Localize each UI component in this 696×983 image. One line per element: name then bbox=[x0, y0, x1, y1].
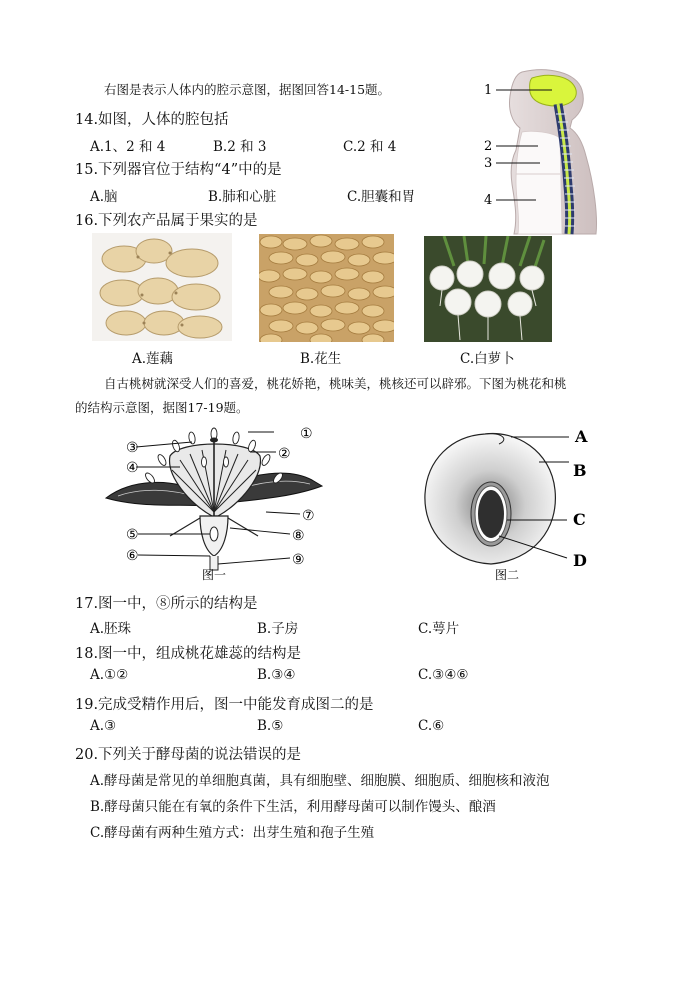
question-19-option-c: C.⑥ bbox=[418, 718, 445, 734]
peanut-image bbox=[259, 234, 394, 342]
peach-flower-figure bbox=[100, 420, 330, 584]
question-16-option-a: A.莲藕 bbox=[132, 351, 174, 367]
question-16-option-c: C.白萝卜 bbox=[460, 351, 515, 367]
question-18-option-b: B.③④ bbox=[257, 667, 296, 683]
flower-figure-caption: 图一 bbox=[202, 568, 227, 582]
flower-label-7: ⑦ bbox=[302, 508, 315, 524]
flower-label-4: ④ bbox=[126, 460, 139, 476]
flower-label-8: ⑧ bbox=[292, 528, 305, 544]
body-cavity-figure bbox=[452, 66, 612, 238]
white-radish-image bbox=[424, 236, 552, 342]
flower-label-1: ① bbox=[300, 426, 313, 442]
question-14-option-c: C.2 和 4 bbox=[343, 139, 397, 155]
fruit-figure-caption: 图二 bbox=[495, 568, 520, 582]
fruit-label-d: D bbox=[573, 551, 587, 570]
question-14-stem: 14.如图，人体的腔包括 bbox=[75, 112, 229, 128]
question-18-stem: 18.图一中，组成桃花雄蕊的结构是 bbox=[75, 646, 302, 662]
flower-label-6: ⑥ bbox=[126, 548, 139, 564]
flower-label-3: ③ bbox=[126, 440, 139, 456]
body-label-1: 1 bbox=[484, 83, 493, 98]
question-19-option-a: A.③ bbox=[90, 718, 117, 734]
flower-label-2: ② bbox=[278, 446, 291, 462]
question-19-stem: 19.完成受精作用后，图一中能发育成图二的是 bbox=[75, 697, 374, 713]
question-14-option-a: A.1、2 和 4 bbox=[90, 139, 166, 155]
question-20-option-b: B.酵母菌只能在有氧的条件下生活，利用酵母菌可以制作馒头、酿酒 bbox=[90, 799, 496, 815]
question-17-stem: 17.图一中，⑧所示的结构是 bbox=[75, 596, 258, 612]
peach-fruit-figure bbox=[415, 420, 595, 584]
question-19-option-b: B.⑤ bbox=[257, 718, 284, 734]
question-20-option-c: C.酵母菌有两种生殖方式：出芽生殖和孢子生殖 bbox=[90, 825, 375, 841]
fruit-label-b: B bbox=[573, 461, 587, 480]
question-16-option-b: B.花生 bbox=[300, 351, 342, 367]
flower-label-5: ⑤ bbox=[126, 527, 139, 543]
question-15-option-b: B.肺和心脏 bbox=[208, 189, 277, 205]
question-15-option-a: A.脑 bbox=[90, 189, 118, 205]
question-15-option-c: C.胆囊和胃 bbox=[347, 189, 416, 205]
intro-text-14-15: 右图是表示人体内的腔示意图，据图回答14-15题。 bbox=[104, 82, 391, 97]
question-14-option-b: B.2 和 3 bbox=[213, 139, 267, 155]
question-15-stem: 15.下列器官位于结构“4”中的是 bbox=[75, 162, 282, 178]
body-label-4: 4 bbox=[484, 193, 493, 208]
question-20-stem: 20.下列关于酵母菌的说法错误的是 bbox=[75, 747, 302, 763]
fruit-label-c: C bbox=[573, 510, 586, 529]
question-17-option-a: A.胚珠 bbox=[90, 621, 132, 637]
question-18-option-a: A.①② bbox=[90, 667, 129, 683]
lotus-root-image bbox=[92, 233, 232, 341]
question-17-option-c: C.萼片 bbox=[418, 621, 460, 637]
question-16-stem: 16.下列农产品属于果实的是 bbox=[75, 213, 258, 229]
fruit-label-a: A bbox=[575, 427, 588, 446]
intro-text-17-19-line2: 的结构示意图，据图17-19题。 bbox=[75, 400, 249, 415]
question-18-option-c: C.③④⑥ bbox=[418, 667, 469, 683]
question-17-option-b: B.子房 bbox=[257, 621, 299, 637]
question-20-option-a: A.酵母菌是常见的单细胞真菌，具有细胞壁、细胞膜、细胞质、细胞核和液泡 bbox=[90, 773, 550, 789]
body-label-2: 2 bbox=[484, 139, 493, 154]
body-label-3: 3 bbox=[484, 156, 493, 171]
flower-label-9: ⑨ bbox=[292, 552, 305, 568]
intro-text-17-19-line1: 自古桃树就深受人们的喜爱，桃花娇艳，桃味美，桃核还可以辟邪。下图为桃花和桃 bbox=[104, 376, 567, 391]
